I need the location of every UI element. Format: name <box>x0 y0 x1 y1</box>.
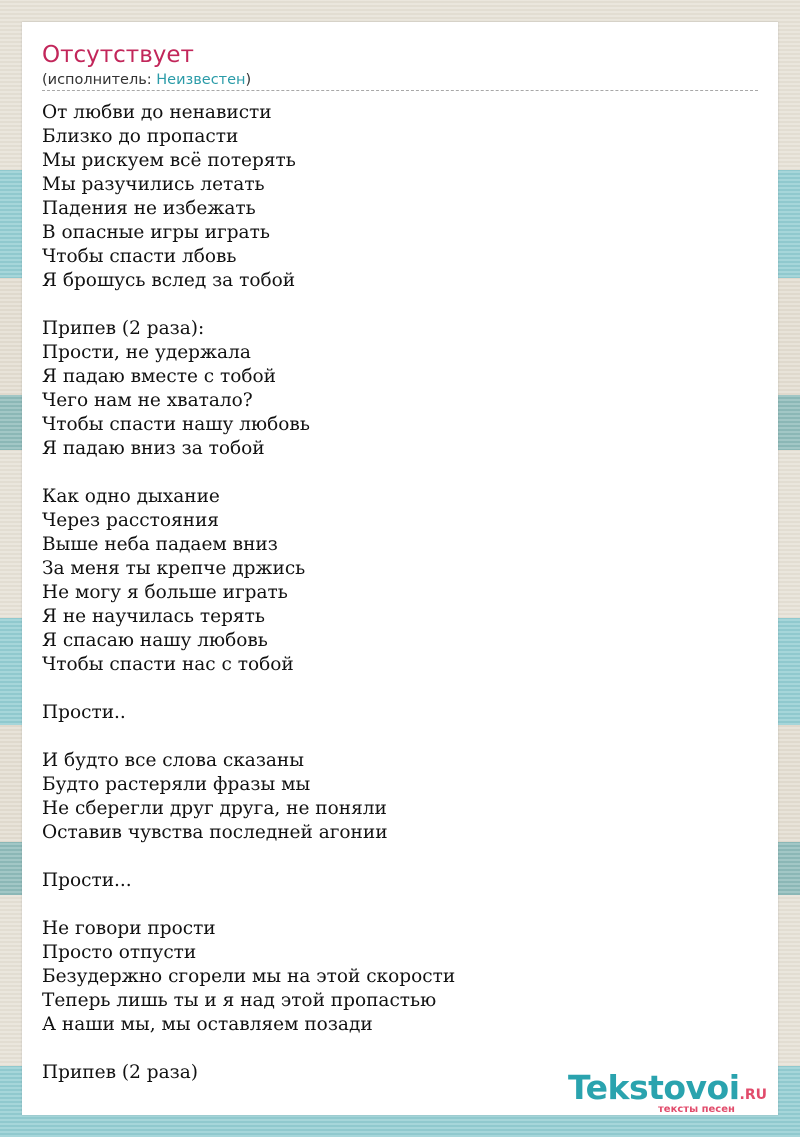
lyrics-line: Падения не избежать <box>42 198 256 219</box>
lyrics-line: Мы разучились летать <box>42 174 265 195</box>
performer-line <box>42 71 251 89</box>
lyrics-line: Через расстояния <box>42 510 219 531</box>
lyrics-line: Просто отпусти <box>42 942 197 963</box>
lyrics-line: Не могу я больше играть <box>42 582 288 603</box>
lyrics-line: Близко до пропасти <box>42 126 239 147</box>
logo-domain: .RU <box>739 1087 768 1103</box>
song-title: Отсутствует <box>42 42 194 68</box>
lyrics-line: Будто растеряли фразы мы <box>42 774 311 795</box>
tekstovoi-logo[interactable] <box>568 1068 768 1115</box>
lyrics-line: Мы рискуем всё потерять <box>42 150 296 171</box>
logo-word: Tekstovoi <box>568 1068 740 1107</box>
lyrics-stanza <box>42 917 758 1037</box>
lyrics-line: Я падаю вниз за тобой <box>42 438 265 459</box>
lyrics-stanza <box>42 317 758 461</box>
lyrics-line: Не говори прости <box>42 918 216 939</box>
performer-prefix: (исполнитель: <box>42 72 157 88</box>
lyrics-line: Я брошусь вслед за тобой <box>42 270 296 291</box>
lyrics-line: Как одно дыхание <box>42 486 220 507</box>
performer-suffix: ) <box>245 72 252 88</box>
lyrics-line: Я спасаю нашу любовь <box>42 630 268 651</box>
logo-tagline: тексты песен <box>658 1104 735 1115</box>
lyrics-line: Припев (2 раза) <box>42 1062 198 1083</box>
lyrics-line: Прости, не удержала <box>42 342 251 363</box>
lyrics-line: Чтобы спасти лбовь <box>42 246 237 267</box>
lyrics-line: А наши мы, мы оставляем позади <box>42 1014 373 1035</box>
lyrics-line: Выше неба падаем вниз <box>42 534 278 555</box>
lyrics-card <box>22 22 778 1115</box>
lyrics-line: За меня ты крепче држись <box>42 558 306 579</box>
lyrics-line: Прости.. <box>42 702 126 723</box>
lyrics-stanza <box>42 101 758 293</box>
lyrics-stanza <box>42 749 758 845</box>
lyrics-line: Я не научилась терять <box>42 606 265 627</box>
lyrics-body <box>42 101 758 1109</box>
lyrics-line: Не сберегли друг друга, не поняли <box>42 798 387 819</box>
lyrics-line: Безудержно сгорели мы на этой скорости <box>42 966 456 987</box>
lyrics-line: От любви до ненависти <box>42 102 272 123</box>
title-divider <box>42 90 758 91</box>
lyrics-line: Чтобы спасти нас с тобой <box>42 654 294 675</box>
lyrics-line: Теперь лишь ты и я над этой пропастью <box>42 990 437 1011</box>
lyrics-stanza <box>42 701 758 725</box>
lyrics-stanza <box>42 869 758 893</box>
lyrics-line: Оставив чувства последней агонии <box>42 822 388 843</box>
lyrics-line: И будто все слова сказаны <box>42 750 304 771</box>
lyrics-line: Чего нам не хватало? <box>42 390 253 411</box>
lyrics-stanza <box>42 485 758 677</box>
lyrics-line: Я падаю вместе с тобой <box>42 366 276 387</box>
lyrics-line: Прости... <box>42 870 132 891</box>
lyrics-line: В опасные игры играть <box>42 222 270 243</box>
artist-link[interactable]: Неизвестен <box>156 72 246 88</box>
lyrics-line: Чтобы спасти нашу любовь <box>42 414 310 435</box>
lyrics-line: Припев (2 раза): <box>42 318 205 339</box>
